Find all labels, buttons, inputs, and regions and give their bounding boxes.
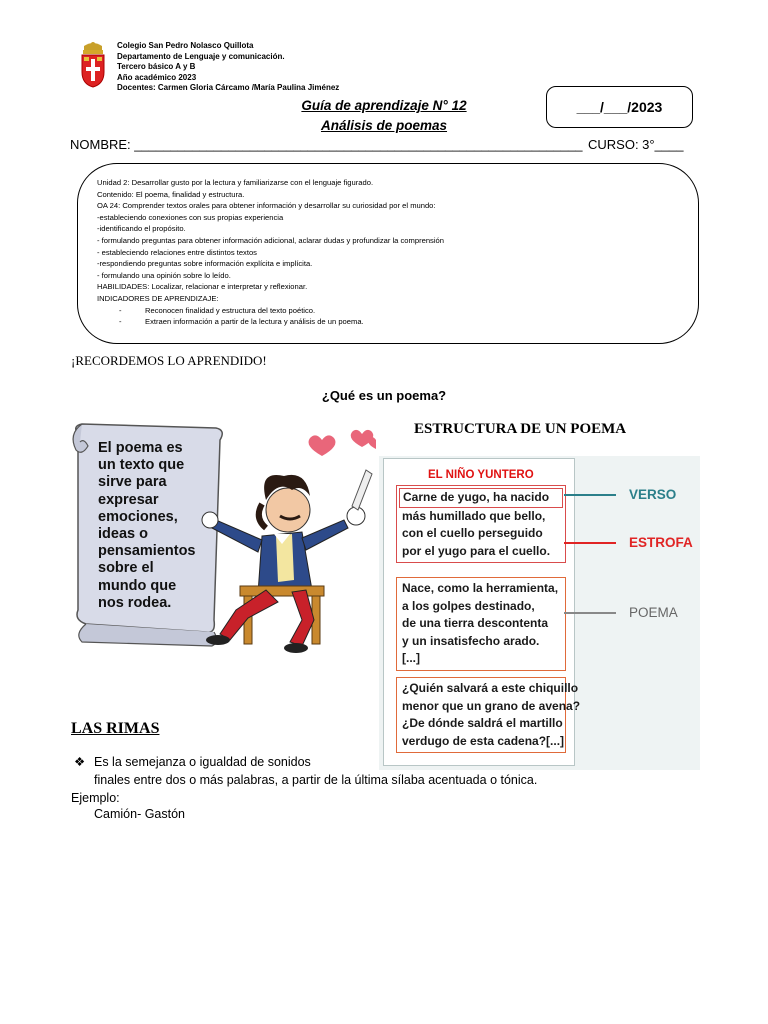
name-field[interactable]: NOMBRE: ______________________________________________________________ [70, 137, 583, 152]
verse: más humillado que bello, [402, 508, 546, 523]
poem-panel [383, 458, 581, 766]
stanza-1 [396, 485, 566, 563]
verse: Nace, como la herramienta, [402, 581, 559, 595]
definition-line: un texto que [98, 457, 185, 474]
indicator-item: - Extraen información a partir de la lectura y análisis de un poema. [119, 317, 364, 327]
definition-line: ideas o [98, 526, 148, 543]
objective-line: - formulando una opinión sobre lo leído. [97, 270, 231, 280]
recordemos-heading: ¡RECORDEMOS LO APRENDIDO! [71, 353, 267, 368]
objective-line: -respondiendo preguntas sobre información explícita e implícita. [97, 259, 313, 269]
objective-line: Contenido: El poema, finalidad y estructura. [97, 189, 245, 199]
poem-definition [98, 440, 218, 612]
verse: menor que un grano de avena? [402, 698, 581, 713]
definition-line: sirve para [98, 474, 167, 491]
guide-title: Guía de aprendizaje N° 12 [301, 98, 467, 113]
school-info [117, 41, 339, 94]
guide-subtitle: Análisis de poemas [320, 118, 448, 133]
verso-arrow [564, 494, 616, 496]
poema-label: POEMA [629, 605, 678, 620]
question-heading: ¿Qué es un poema? [321, 388, 447, 403]
school-line: Colegio San Pedro Nolasco Quillota [117, 41, 254, 50]
objective-line: Unidad 2: Desarrollar gusto por la lectura y familiarizarse con el lenguaje figurado. [97, 178, 374, 187]
school-line: Tercero básico A y B [117, 62, 196, 71]
school-crest-icon [78, 40, 108, 88]
stanza-3 [396, 677, 581, 753]
objectives-text [97, 177, 672, 328]
verse: de una tierra descontenta [402, 616, 549, 630]
verse: y un insatisfecho arado. [402, 633, 540, 648]
rima-definition-1: Es la semejanza o igualdad de sonidos [94, 755, 311, 769]
poema-arrow [564, 612, 616, 614]
rima-example: Camión- Gastón [94, 807, 186, 821]
verse: ¿Quién salvará a este chiquillo [402, 681, 579, 695]
date-field[interactable]: ___/___/2023 [546, 86, 693, 128]
diamond-bullet-icon: ❖ [74, 755, 86, 769]
objective-line: - formulando preguntas para obtener información adicional, aclarar dudas y profundizar la comprensión [97, 235, 444, 245]
heart-icon [368, 437, 376, 449]
indicator-item: - Reconocen finalidad y estructura del texto poético. [119, 305, 316, 315]
course-field[interactable]: CURSO: 3°____ [588, 137, 684, 152]
definition-line: pensamientos [98, 543, 196, 560]
objective-line: INDICADORES DE APRENDIZAJE: [97, 293, 219, 303]
objective-line: -identificando el propósito. [97, 224, 186, 234]
school-line: Año académico 2023 [117, 72, 197, 82]
estrofa-arrow [564, 542, 616, 544]
verse: por el yugo para el cuello. [402, 543, 551, 558]
school-line: Docentes: Carmen Gloria Cárcamo /María Paulina Jiménez [117, 83, 340, 92]
objective-line: -estableciendo conexiones con sus propias experiencia [97, 212, 284, 222]
definition-line: sobre el [98, 560, 154, 577]
ejemplo-label: Ejemplo: [71, 791, 120, 805]
objective-line: OA 24: Comprender textos orales para obtener información y desarrollar su curiosidad por el mundo: [97, 201, 436, 211]
poem-structure-diagram [379, 456, 700, 770]
rimas-heading: LAS RIMAS [71, 720, 160, 737]
verse: verdugo de esta cadena?[...] [402, 733, 565, 748]
poem-title: EL NIÑO YUNTERO [428, 469, 534, 481]
verse: [...] [402, 651, 420, 665]
verso-label: VERSO [629, 487, 677, 502]
definition-line: emociones, [98, 508, 178, 525]
rima-definition-2: finales entre dos o más palabras, a partir de la última sílaba acentuada o tónica. [94, 773, 538, 787]
estrofa-label: ESTROFA [629, 535, 693, 550]
definition-line: mundo que [98, 577, 177, 594]
verse: ¿De dónde saldrá el martillo [402, 716, 563, 730]
objective-line: HABILIDADES: Localizar, relacionar e interpretar y reflexionar. [97, 282, 308, 292]
verse: a los golpes destinado, [402, 598, 535, 613]
objective-line: - estableciendo relaciones entre distintos textos [97, 247, 257, 257]
stanza-2 [396, 577, 566, 671]
definition-line: El poema es [98, 440, 183, 456]
definition-line: expresar [98, 491, 159, 508]
heart-icon [309, 435, 336, 456]
school-line: Departamento de Lenguaje y comunicación. [117, 51, 285, 61]
verse: con el cuello perseguido [402, 526, 543, 540]
verse: Carne de yugo, ha nacido [399, 488, 563, 508]
definition-line: nos rodea. [98, 594, 172, 611]
estructura-heading: ESTRUCTURA DE UN POEMA [414, 421, 627, 437]
